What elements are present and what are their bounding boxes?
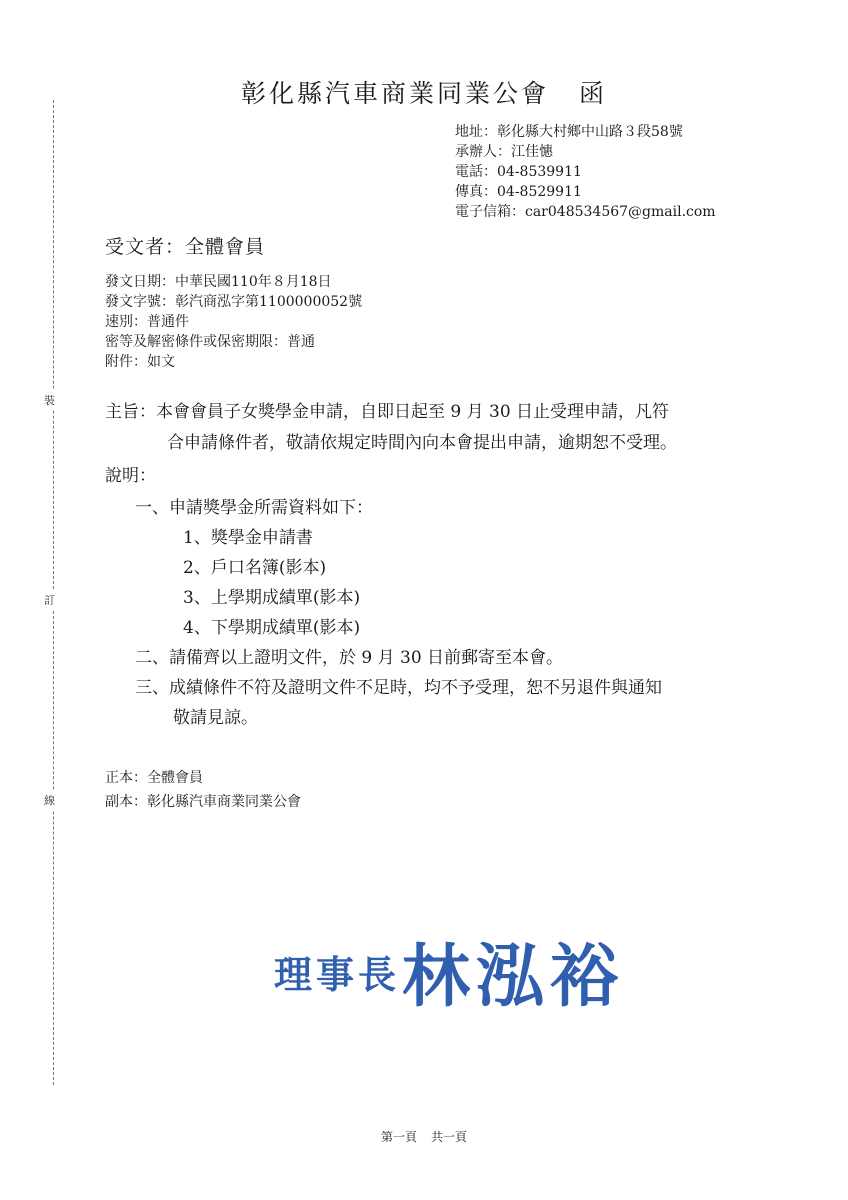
binding-mark-xian: 線 bbox=[44, 790, 55, 810]
distribution bbox=[105, 766, 301, 814]
doc-number: 發文字號：彰汽商泓字第1100000052號 bbox=[105, 294, 363, 310]
subject bbox=[105, 397, 785, 459]
document-title bbox=[0, 74, 848, 110]
secrecy-level: 密等及解密條件或保密期限：普通 bbox=[105, 334, 315, 350]
attachment: 附件：如文 bbox=[105, 354, 175, 370]
issue-date: 發文日期：中華民國110年８月18日 bbox=[105, 274, 332, 290]
explanation-item-3: 三、成績條件不符及證明文件不足時，均不予受理，恕不另退件與通知 bbox=[135, 678, 662, 698]
explanation-label: 說明： bbox=[105, 466, 156, 486]
page-total: 共一頁 bbox=[431, 1130, 468, 1144]
binding-mark-zhuang: 裝 bbox=[44, 390, 55, 410]
seal-name: 林泓裕 bbox=[402, 938, 625, 1017]
explanation-item-2: 二、請備齊以上證明文件，於 9 月 30 日前郵寄至本會。 bbox=[135, 648, 564, 668]
contact-fax: 傳真：04-8529911 bbox=[455, 184, 582, 200]
sub-item: 2、戶口名簿(影本) bbox=[183, 558, 327, 578]
page-number: 第一頁 bbox=[380, 1130, 417, 1144]
doc-type: 函 bbox=[579, 79, 608, 108]
explanation-item-1: 一、申請獎學金所需資料如下： bbox=[135, 498, 373, 518]
recipient: 受文者：全體會員 bbox=[105, 236, 266, 258]
contact-handler: 承辦人：江佳憓 bbox=[455, 144, 553, 160]
subject-line-1: 主旨：本會會員子女獎學金申請，自即日起至 9 月 30 日止受理申請，凡符 bbox=[105, 402, 670, 422]
contact-email: 電子信箱：car048534567@gmail.com bbox=[455, 204, 716, 220]
explanation-item-3-cont: 敬請見諒。 bbox=[173, 708, 258, 728]
subject-line-2: 合申請條件者，敬請依規定時間內向本會提出申請，逾期恕不受理。 bbox=[167, 433, 677, 453]
meta-block bbox=[105, 272, 362, 372]
sub-item: 3、上學期成績單(影本) bbox=[183, 588, 361, 608]
binding-mark-ding: 訂 bbox=[44, 590, 55, 610]
sub-item: 4、下學期成績單(影本) bbox=[183, 618, 361, 638]
contact-block bbox=[455, 122, 716, 222]
copy-recipient: 副本：彰化縣汽車商業同業公會 bbox=[105, 794, 301, 810]
page-footer bbox=[0, 1128, 848, 1145]
contact-address: 地址：彰化縣大村鄉中山路３段58號 bbox=[455, 124, 683, 140]
sub-item: 1、獎學金申請書 bbox=[183, 528, 313, 548]
explanation-items bbox=[135, 493, 662, 733]
speed-class: 速別：普通件 bbox=[105, 314, 189, 330]
seal-title: 理事長 bbox=[274, 953, 401, 997]
org-name: 彰化縣汽車商業同業公會 bbox=[240, 79, 549, 108]
contact-phone: 電話：04-8539911 bbox=[455, 164, 582, 180]
original-recipient: 正本：全體會員 bbox=[105, 770, 203, 786]
chairman-seal bbox=[272, 930, 692, 1020]
